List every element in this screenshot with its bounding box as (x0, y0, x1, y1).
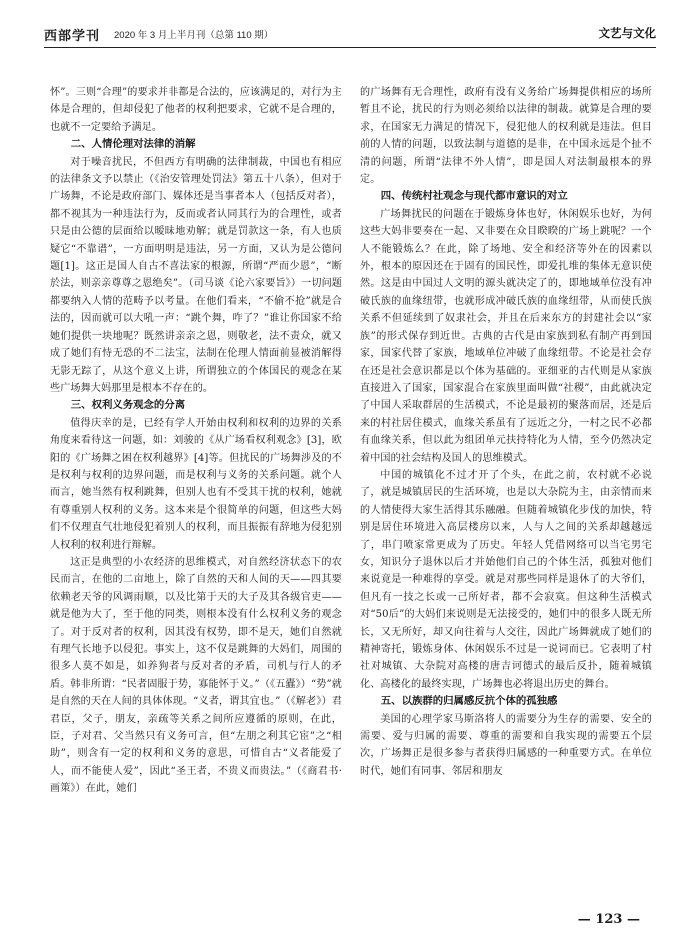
body-paragraph: 广场舞扰民的问题在于锻炼身体也好，休闲娱乐也好，为何这些大妈非要奏在一起、又非要在众目睽睽的广场上跳呢？一个人不能锻炼么？在此，除了场地、安全和经济等外在的因素以外，根本的原因还在于固有的国民性，即爱扎堆的集体无意识使然。这是由中国过人文明的源头就决定了的，即地域单位没有冲破氏族的血缘纽带，也就形成冲破氏族的血缘纽带，从而使氏族关系不但延续到了奴隶社会，并且在后来东方的封建社会以“家族”的形式保存到近世。古典的古代是由家族到私有制产再到国家，国家代替了家族，地域单位冲破了血缘纽带。不论是社会存在还是社会意识都是以个体为基础的。亚细亚的古代则是从家族直接进入了国家，国家混合在家族里面叫做“社稷”，由此就决定了中国人采取群居的生活模式，不论是最初的聚落而居，还是后来的村社居住模式，血缘关系虽有了远近之分，一村之民不必都有血缘关系，但以此为组团单元扶持特化为人情，至今仍然决定着中国的社会结构及国人的思维模式。 (360, 208, 652, 464)
page-header (44, 22, 656, 48)
page-number: — 123 — (577, 912, 640, 927)
left-column (50, 84, 342, 798)
section-title: 文艺与文化 (598, 28, 656, 40)
section-heading: 二、人情伦理对法律的消解 (70, 139, 196, 151)
body-paragraph: 这正是典型的小农经济的思维模式，对自然经济状态下的农民而言，在他的二亩地上，除了自然的天和人间的天——四其要依赖老天爷的风调雨顺，以及比第于天的大子及其各级官吏——就是他为大了，至于他的同类，则根本没有什么权利义务的观念了。对于反对者的权利，因其没有权势，即不是天，她们自然就有理气长地予以侵犯。事实上，这不仅是跳舞的大妈们，周围的很多人莫不如是，如养狗者与反对者的矛盾，司机与行人的矛盾。韩非所谓：“民者固服于势，寡能怀于义。”（《五蠹》）“势”就是自然的天在人间的具体体现。“义者，谓其宜也。”（《解老》）君君臣，父子，朋友，亲疏等关系之间所应遵循的原则，在此，臣，子对君、父当然只有义务可言，但“左朋之利其它宦”之“相助”，则含有一定的权利和义务的意思，可惜自古“义者能爱了人，而不能使人爱”，因此“圣王者，不贵义而贵法。”（《商君书·画策》）在此，她们 (50, 556, 342, 795)
body-paragraph: 中国的城镇化不过才开了个头，在此之前，农村就不必说了，就是城镇居民的生活环境，也是以大杂院为主，由亲情而来的人情使得大家生活得其乐融融。但随着城镇化步伐的加快，特别是居住环境进入高层楼房以来，人与人之间的关系却越越远了，串门喷家常更成为了历史。年轻人凭借网络可以当宅男宅女，知识分子退休以后才并始他们自己的个体生活，孤独对他们来说竟是一种难得的享受。就是对那些同样是退休了的大爷们，但凡有一技之长或一己所好者，都不会寂寞。但这种生活模式对“50后”的大妈们来说则是无法接受的，她们中的很多人既无所长，又无所好，却又向往着与人交往，因此广场舞就成了她们的精神寄托，锻炼身体、休闲娱乐不过是一说词而已。它表明了村社对城镇、大杂院对高楼的唐吉诃德式的最后反扑，随着城镇化、高楼化的最终实现，广场舞也必将退出历史的舞台。 (360, 469, 652, 690)
section-heading: 四、传统村社观念与现代都市意识的对立 (380, 191, 568, 203)
issue-info: 2020 年 3 月上半月刊（总第 110 期） (114, 30, 274, 41)
body-paragraph: 的广场舞有无合理性，政府有没有义务给广场舞提供相应的场所暂且不论，扰民的行为则必须给以法律的制裁。就算是合理的要求，在国家无力满足的情况下，侵犯他人的权利就是违法。但目前的人情的问题，以致法制与道德的是非，在中国永远是个扯不清的问题，所谓“法律不外人情”，即是国人对法制最根本的界定。 (360, 87, 652, 186)
journal-logo: 西部学刊 (44, 29, 101, 44)
header-rule (44, 47, 656, 48)
body-paragraph: 对于噪音扰民，不但西方有明确的法律制裁，中国也有相应的法律条文予以禁止（《治安管理处罚法》第五十八条），但对于广场舞，不论是政府部门、媒体还是当事者本人（包括反对者），都不视其为一种违法行为，反而或者认同其行为的合理性，或者只是由公德的层面给以暧昧地劝解；就是罚款这一条，有人也质疑它“不靠谱”，一方面明明是违法，另一方面，又认为是公德问题[1]。这正是国人自古不喜法家的根源，所谓“严而少恩”，“断於法，则亲亲尊尊之恩绝矣”。（司马谈《论六家要旨》）一切问题都要纳入人情的范畴予以考量。在他们看来，“不偷不抢”就是合法的，因而就可以大吼一声：“跳个舞，咋了？”谁让你国家不给她们提供一块地呢？既然讲亲亲之恩，则敬老，法不责众，就又成了她们有恃无恐的不二法宝，法制在伦理人情面前显被消解得无影无踪了，从这个意义上讲，所谓独立的个体国民的观念在某些广场舞大妈那里是根本不存在的。 (50, 156, 342, 394)
section-heading: 三、权利义务观念的分离 (70, 400, 186, 412)
section-heading: 五、以族群的归属感反抗个体的孤独感 (380, 696, 558, 708)
body-paragraph: 值得庆幸的是，已经有学人开始由权利和权利的边界的关系角度来看待这一问题，如：刘骏的《从广场看权利观念》[3]，欧阳的《广场舞之困在权利越界》[4]等。但扰民的广场舞涉及的不是权利与权利的边界问题，而是权利与义务的关系问题。就个人而言，她当然有权利跳舞，但别人也有不受其干扰的权利，她就有尊重别人权利的义务。这本来是个很简单的问题，但这些大妈们不仅理直气壮地侵犯着别人的权利，而且振振有辞地为侵犯别人权利的权利进行辩解。 (50, 417, 342, 551)
body-paragraph: 怀”。三则“合理”的要求并非都是合法的，应该满足的，对行为主体是合理的，但却侵犯了他者的权利把要求，它就不是合理的，也就不一定要给予满足。 (50, 87, 342, 133)
body-paragraph: 美国的心理学家马斯洛将人的需要分为生存的需要、安全的需要、爱与归属的需要、尊重的需要和自我实现的需要五个层次，广场舞正是很多参与者获得归属感的一种重要方式。在单位时代，她们有同事、邻居和朋友 (360, 713, 652, 777)
right-column (360, 84, 652, 780)
